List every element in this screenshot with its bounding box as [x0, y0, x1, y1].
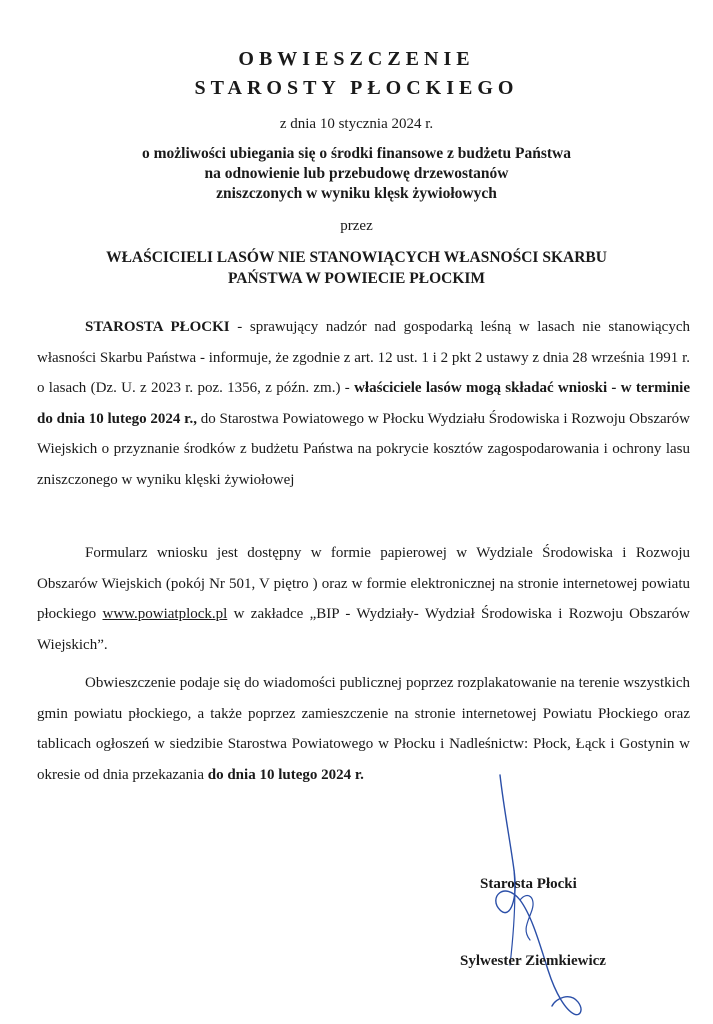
website-link[interactable]: www.powiatplock.pl — [102, 606, 228, 622]
paragraph-text: - sprawujący nadzór nad gospodarką leśną w lasach nie stanowiących własności Skarbu Państwa - informuje, że zgodnie z art. 12 ust. 1 i 2 pkt 2 ustawy z dnia 28 września 1991 r. o lasach (Dz. U. z 2023 r. poz. 1356, z późn. zm.) - — [37, 319, 690, 396]
document-addressee — [0, 247, 713, 289]
paragraph-announcement — [37, 312, 690, 495]
addressee-line: WŁAŚCICIELI LASÓW NIE STANOWIĄCYCH WŁASNOŚCI SKARBU — [106, 249, 607, 266]
addressee-line: PAŃSTWA W POWIECIE PŁOCKIM — [227, 270, 486, 287]
signatory-role: Starosta Płocki — [480, 876, 577, 892]
starosta-label: STAROSTA PŁOCKI — [85, 319, 230, 335]
paragraph-text: Obwieszczenie podaje się do wiadomości publicznej poprzez rozplakatowanie na terenie wszystkich gmin powiatu płockiego, a także poprzez zamieszczenie na stronie internetowej Powiatu Płockiego oraz tablicach ogłoszeń w siedzibie Starostwa Powiatowego w Płocku i Nadleśnictw: Płock, Łąck i Gostynin w okresie od dnia przekazania — [37, 675, 690, 783]
document-subject — [0, 144, 713, 204]
przez-label: przez — [340, 218, 373, 234]
paragraph-text: do Starostwa Powiatowego w Płocku Wydziału Środowiska i Rozwoju Obszarów Wiejskich o przyznanie środków z budżetu Państwa na pokrycie kosztów zagospodarowania i ochrony lasu zniszczonego w wyniku klęski żywiołowej — [37, 410, 690, 488]
subject-line: na odnowienie lub przebudowę drzewostanów — [204, 165, 509, 182]
paragraph-text: w zakładce „BIP - Wydziały- Wydział Środowiska i Rozwoju Obszarów Wiejskich”. — [37, 606, 690, 653]
signatory-name: Sylwester Ziemkiewicz — [460, 953, 606, 969]
document-date: z dnia 10 stycznia 2024 r. — [279, 116, 434, 132]
document-title-issuer: STAROSTY PŁOCKIEGO — [194, 77, 519, 99]
subject-line: zniszczonych w wyniku klęsk żywiołowych — [216, 185, 497, 202]
subject-line: o możliwości ubiegania się o środki finansowe z budżetu Państwa — [141, 145, 571, 162]
paragraph-text: Formularz wniosku jest dostępny w formie papierowej w Wydziale Środowiska i Rozwoju Obszarów Wiejskich (pokój Nr 501, V piętro ) oraz w formie elektronicznej na stronie internetowej powiatu płockiego — [37, 545, 690, 622]
deadline-text: właściciele lasów mogą składać wnioski - w terminie do dnia 10 lutego 2024 r., — [37, 380, 690, 427]
paragraph-form-info — [37, 538, 690, 660]
publication-deadline: do dnia 10 lutego 2024 r. — [207, 766, 364, 783]
handwritten-signature — [470, 770, 600, 1020]
document-title: OBWIESZCZENIE — [238, 48, 475, 70]
